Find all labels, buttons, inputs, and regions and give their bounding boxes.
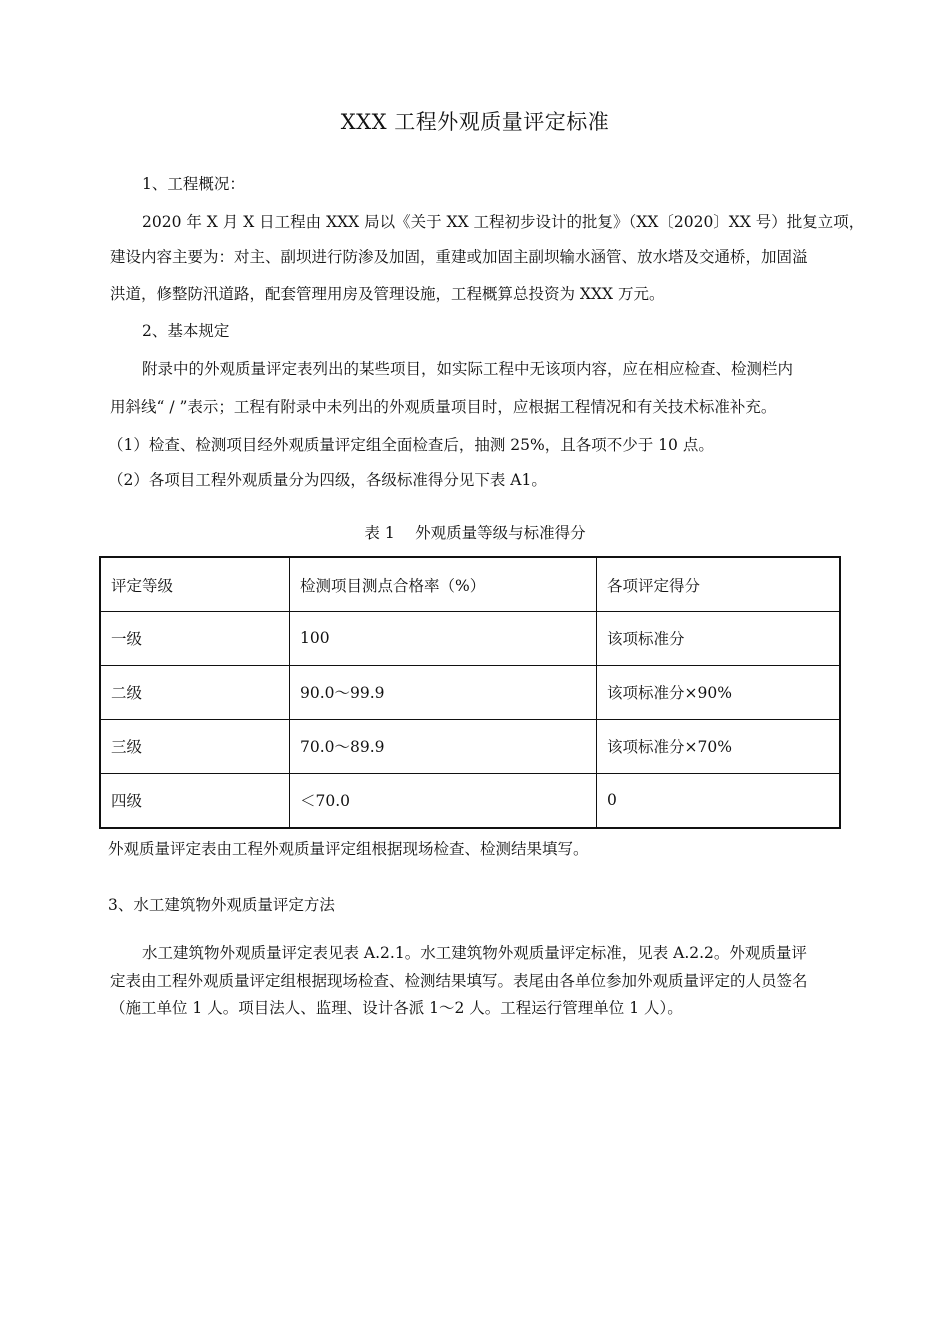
table-header-cell: 检测项目测点合格率（%） bbox=[290, 557, 597, 612]
table-cell: 70.0～89.9 bbox=[290, 719, 597, 773]
section-3-line-3: （施工单位 1 人。项目法人、监理、设计各派 1～2 人。工程运行管理单位 1 人）。 bbox=[110, 999, 683, 1017]
table-header-cell: 各项评定得分 bbox=[597, 557, 841, 612]
table-header-cell: 评定等级 bbox=[100, 557, 290, 612]
section-2-item-2: （2）各项目工程外观质量分为四级，各级标准得分见下表 A1。 bbox=[108, 471, 547, 489]
section-1-line-2: 建设内容主要为：对主、副坝进行防渗及加固，重建或加固主副坝输水涵管、放水塔及交通桥，加固溢 bbox=[110, 248, 808, 266]
table-cell: 二级 bbox=[100, 665, 290, 719]
section-1-line-3: 洪道，修整防汛道路，配套管理用房及管理设施，工程概算总投资为 XXX 万元。 bbox=[110, 285, 665, 303]
section-2-heading: 2、基本规定 bbox=[142, 322, 230, 340]
table-cell: 四级 bbox=[100, 773, 290, 828]
document-title: XXX 工程外观质量评定标准 bbox=[340, 110, 610, 134]
table-caption: 表 1 外观质量等级与标准得分 bbox=[364, 524, 586, 542]
table-cell: 该项标准分×90% bbox=[597, 665, 841, 719]
section-1-heading: 1、工程概况： bbox=[142, 175, 245, 193]
section-2-line-1: 附录中的外观质量评定表列出的某些项目，如实际工程中无该项内容，应在相应检查、检测栏内 bbox=[142, 360, 794, 378]
table-cell: 0 bbox=[597, 773, 841, 828]
table-cell: 100 bbox=[290, 612, 597, 666]
table-row bbox=[100, 612, 840, 666]
section-2-line-2: 用斜线“ / ”表示；工程有附录中未列出的外观质量项目时，应根据工程情况和有关技术标准补充。 bbox=[110, 398, 777, 416]
table-cell: 一级 bbox=[100, 612, 290, 666]
table-header-row bbox=[100, 557, 840, 612]
table-cell: 该项标准分×70% bbox=[597, 719, 841, 773]
section-3-line-2: 定表由工程外观质量评定组根据现场检查、检测结果填写。表尾由各单位参加外观质量评定的人员签名 bbox=[110, 972, 808, 990]
table-row bbox=[100, 773, 840, 828]
table-note: 外观质量评定表由工程外观质量评定组根据现场检查、检测结果填写。 bbox=[108, 840, 589, 858]
table-cell: 三级 bbox=[100, 719, 290, 773]
table-row bbox=[100, 719, 840, 773]
section-3-heading: 3、水工建筑物外观质量评定方法 bbox=[108, 896, 335, 914]
section-2-item-1: （1）检查、检测项目经外观质量评定组全面检查后，抽测 25%，且各项不少于 10 点。 bbox=[108, 436, 714, 454]
table-row bbox=[100, 665, 840, 719]
table-cell: ＜70.0 bbox=[290, 773, 597, 828]
table-cell: 该项标准分 bbox=[597, 612, 841, 666]
section-1-line-1: 2020 年 X 月 X 日工程由 XXX 局以《关于 XX 工程初步设计的批复》（XX〔2020〕XX 号）批复立项， bbox=[142, 213, 865, 231]
table-cell: 90.0～99.9 bbox=[290, 665, 597, 719]
grade-table bbox=[99, 556, 841, 829]
section-3-line-1: 水工建筑物外观质量评定表见表 A.2.1。水工建筑物外观质量评定标准，见表 A.2.2。外观质量评 bbox=[142, 944, 807, 962]
